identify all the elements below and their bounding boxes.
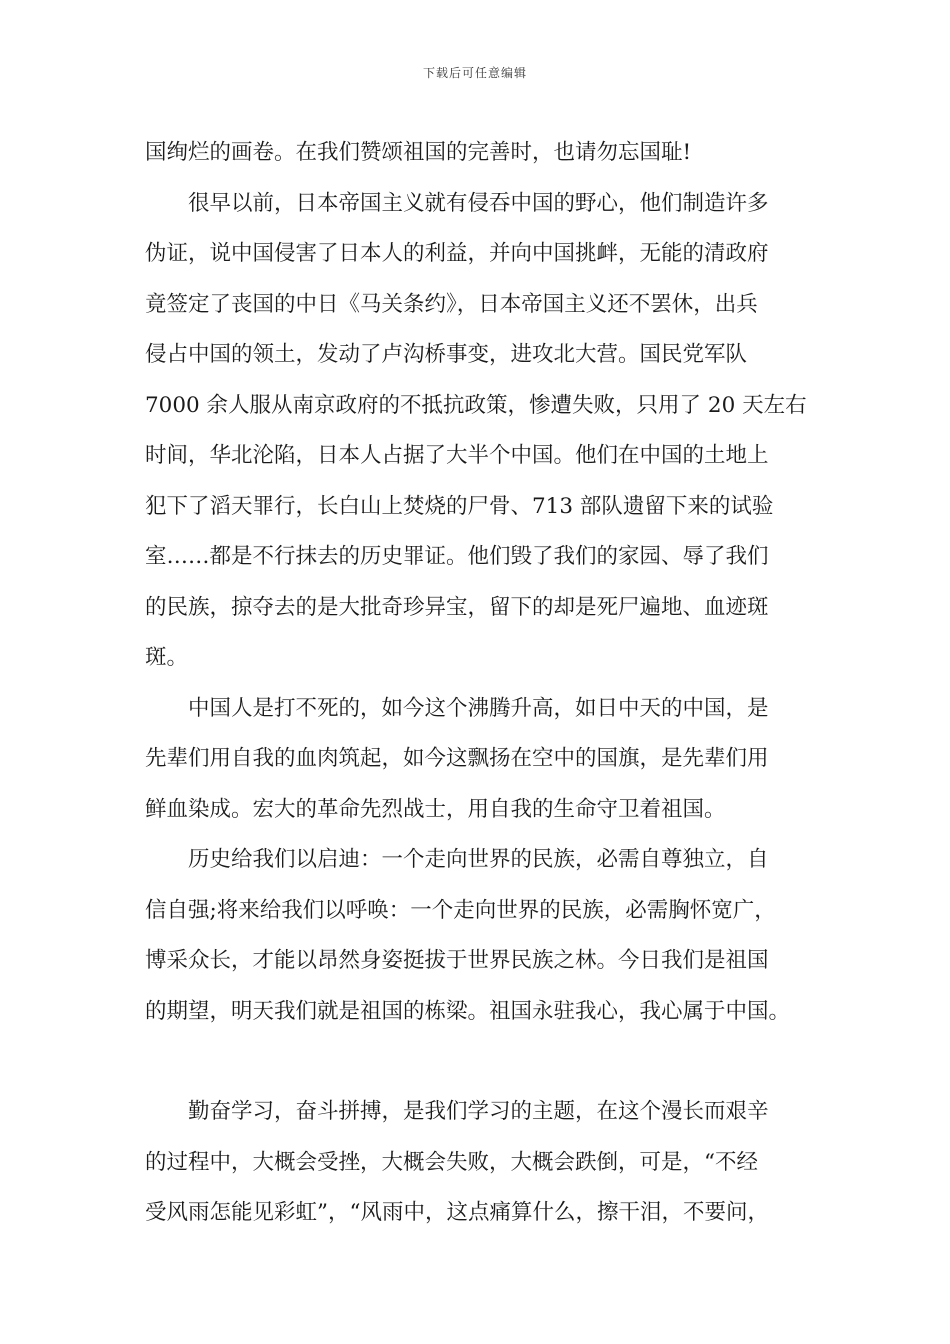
document-body: [145, 128, 810, 1239]
text-line: 7000 余人服从南京政府的不抵抗政策，惨遭失败，只用了 20 天左右: [145, 392, 807, 418]
text-line: 受风雨怎能见彩虹”，“风雨中，这点痛算什么，擦干泪，不要问，: [145, 1200, 769, 1225]
text-line: 博采众长，才能以昂然身姿挺拔于世界民族之林。今日我们是祖国: [145, 948, 769, 973]
text-line: 的过程中，大概会受挫，大概会失败，大概会跌倒，可是，“不经: [145, 1149, 758, 1175]
text-line: 信自强;将来给我们以呼唤：一个走向世界的民族，必需胸怀宽广，: [145, 897, 776, 923]
paragraph-gap: [145, 1037, 810, 1087]
text-line: 的民族，掠夺去的是大批奇珍异宝，留下的却是死尸遍地、血迹斑: [145, 594, 769, 620]
page-header: 下载后可任意编辑: [422, 66, 527, 80]
text-line: 侵占中国的领土，发动了卢沟桥事变，进攻北大营。国民党军队: [145, 342, 748, 367]
text-line: 的期望，明天我们就是祖国的栋梁。祖国永驻我心，我心属于中国。: [145, 998, 791, 1024]
text-line: 时间，华北沦陷，日本人占据了大半个中国。他们在中国的土地上: [145, 443, 769, 468]
text-line: 国绚烂的画卷。在我们赞颂祖国的完善时，也请勿忘国耻!: [145, 140, 692, 165]
text-line: 犯下了滔天罪行，长白山上焚烧的尸骨、713 部队遗留下来的试验: [145, 493, 774, 519]
text-line: 室……都是不行抹去的历史罪证。他们毁了我们的家园、辱了我们: [145, 544, 769, 569]
text-line: 竟签定了丧国的中日《马关条约》，日本帝国主义还不罢休，出兵: [145, 291, 758, 317]
text-line: 很早以前，日本帝国主义就有侵吞中国的野心，他们制造许多: [188, 190, 769, 216]
text-line: 先辈们用自我的血肉筑起，如今这飘扬在空中的国旗，是先辈们用: [145, 746, 769, 771]
text-line: 历史给我们以启迪：一个走向世界的民族，必需自尊独立，自: [188, 847, 769, 872]
text-line: 伪证，说中国侵害了日本人的利益，并向中国挑衅，无能的清政府: [145, 241, 769, 266]
text-line: 斑。: [145, 645, 189, 670]
text-line: 勤奋学习，奋斗拼搏，是我们学习的主题，在这个漫长而艰辛: [188, 1099, 769, 1124]
text-line: 中国人是打不死的，如今这个沸腾升高，如日中天的中国，是: [188, 695, 769, 721]
text-line: 鲜血染成。宏大的革命先烈战士，用自我的生命守卫着祖国。: [145, 796, 726, 822]
